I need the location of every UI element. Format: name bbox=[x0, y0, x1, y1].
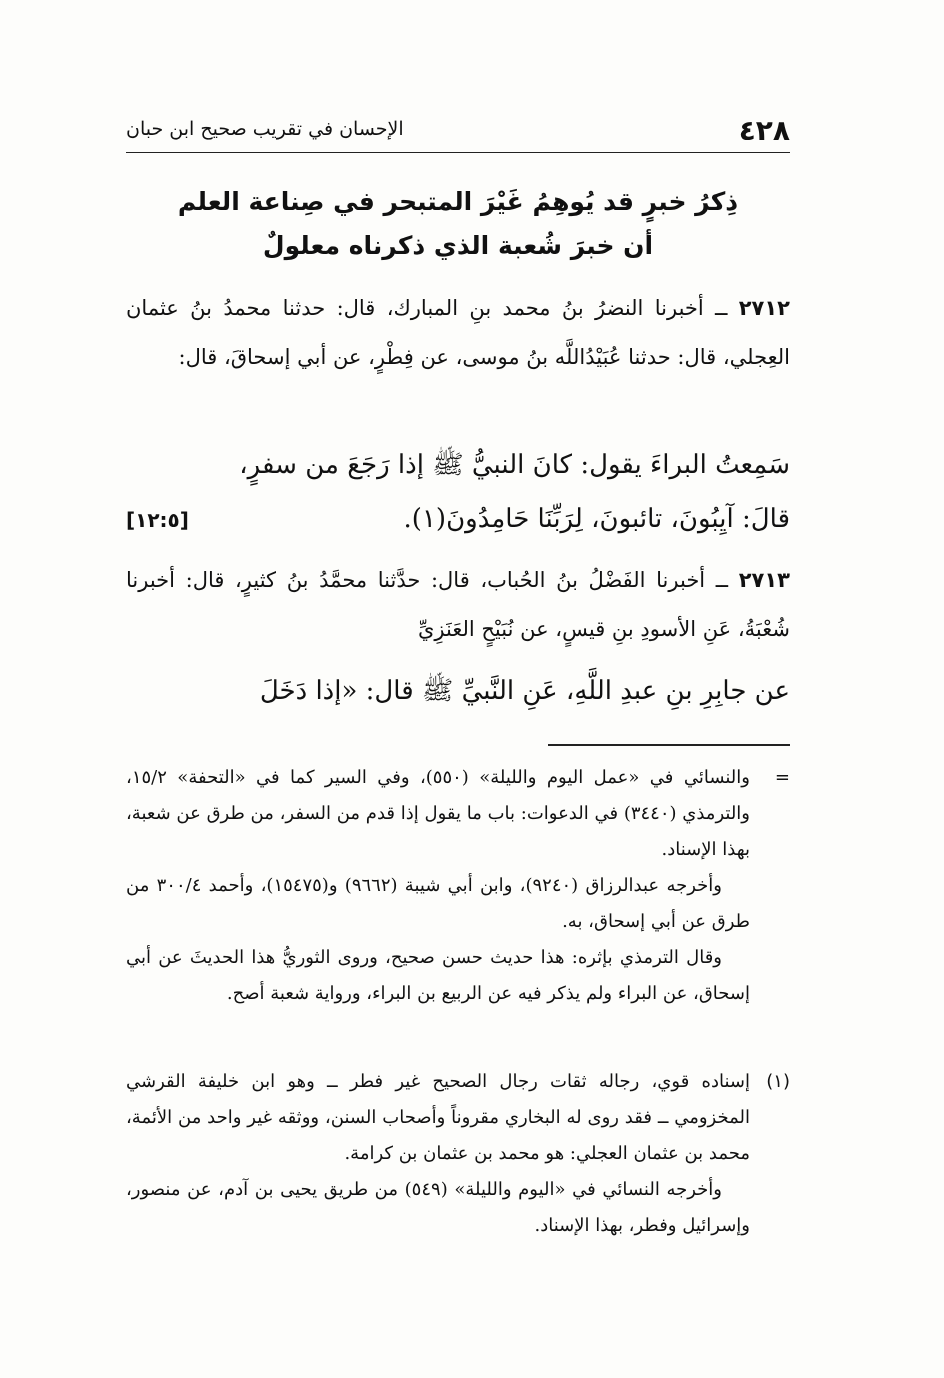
hadith-number: ٢٧١٣ bbox=[738, 568, 790, 592]
footnote-paragraph: وأخرجه النسائي في «اليوم والليلة» (٥٤٩) من طريق يحيى بن آدم، عن منصور، وإسرائيل وفطر، بهذا الإسناد. bbox=[126, 1179, 750, 1236]
matn-line: عن جابِرِ بنِ عبدِ اللَّهِ، عَنِ النَّبيِّ ﷺ قال: «إذا دَخَلَ bbox=[259, 676, 790, 706]
footnote-number: (١) bbox=[766, 1071, 790, 1092]
footnote-paragraph: وأخرجه عبدالرزاق (٩٢٤٠)، وابن أبي شيبة (٩٦٦٢) و(١٥٤٧٥)، وأحمد ٣٠٠/٤ من طرق عن أبي إسحاق، به. bbox=[126, 875, 750, 932]
chapter-heading bbox=[126, 180, 790, 268]
hadith-2712-isnad bbox=[126, 284, 790, 382]
hadith-2713-isnad bbox=[126, 556, 790, 654]
hadith-2712-matn bbox=[126, 438, 790, 547]
page-number: ٤٢٨ bbox=[738, 114, 790, 147]
running-title: الإحسان في تقريب صحيح ابن حبان bbox=[126, 118, 404, 140]
isnad-text: ــ أخبرنا الفَضْلُ بنُ الحُباب، قال: حدَّثنا محمَّدُ بنُ كثيرٍ، قال: أخبرنا شُعْبَةُ، عَنِ الأسودِ بنِ قيسٍ، عن نُبَيْحٍ العَنَزِيِّ bbox=[126, 568, 790, 641]
isnad-text: ــ أخبرنا النضرُ بنُ محمد بنِ المبارك، قال: حدثنا محمدُ بنُ عثمان العِجلي، قال: حدثنا عُبَيْدُاللَّه بنُ موسى، عن فِطْرٍ، عن أبي إسحاقَ، قال: bbox=[126, 296, 790, 369]
chapter-heading-line-1: ذِكرُ خبرٍ قد يُوهِمُ غَيْرَ المتبحر في صِناعة العلم bbox=[177, 187, 739, 216]
matn-line-2-text: قالَ: آيِبُونَ، تائبونَ، لِرَبِّنَا حَامِدُونَ(١). bbox=[403, 504, 790, 534]
matn-line-2 bbox=[126, 492, 790, 547]
chapter-heading-line-2: أن خبرَ شُعبة الذي ذكرناه معلولٌ bbox=[262, 231, 654, 260]
hadith-citation: [١٢:٥] bbox=[126, 508, 189, 532]
matn-line-1: سَمِعتُ البراءَ يقول: كانَ النبيُّ ﷺ إذا رَجَعَ من سفرٍ، bbox=[239, 450, 790, 480]
hadith-number: ٢٧١٢ bbox=[738, 296, 790, 320]
footnote-1 bbox=[126, 1064, 790, 1244]
hadith-2713-matn bbox=[126, 664, 790, 718]
footnote-continuation bbox=[126, 760, 790, 1012]
page-header bbox=[126, 112, 790, 153]
footnote-paragraph: والنسائي في «عمل اليوم والليلة» (٥٥٠)، وفي السير كما في «التحفة» ١٥/٢، والترمذي (٣٤٤٠) في الدعوات: باب ما يقول إذا قدم من السفر، من طرق عن شعبة، بهذا الإسناد. bbox=[126, 767, 750, 860]
continuation-marker: = bbox=[774, 767, 790, 788]
footnote-paragraph: إسناده قوي، رجاله ثقات رجال الصحيح غير فطر ــ وهو ابن خليفة القرشي المخزومي ــ فقد روى له البخاري مقروناً وأصحاب السنن، ووثقه غير واحد من الأئمة، محمد بن عثمان العجلي: هو محمد بن عثمان بن كرامة. bbox=[126, 1071, 750, 1164]
footnote-paragraph: وقال الترمذي بإثره: هذا حديث حسن صحيح، وروى الثوريُّ هذا الحديثَ عن أبي إسحاق، عن البراء ولم يذكر فيه عن الربيع بن البراء، ورواية شعبة أصح. bbox=[126, 947, 750, 1004]
footnote-separator bbox=[548, 744, 790, 746]
